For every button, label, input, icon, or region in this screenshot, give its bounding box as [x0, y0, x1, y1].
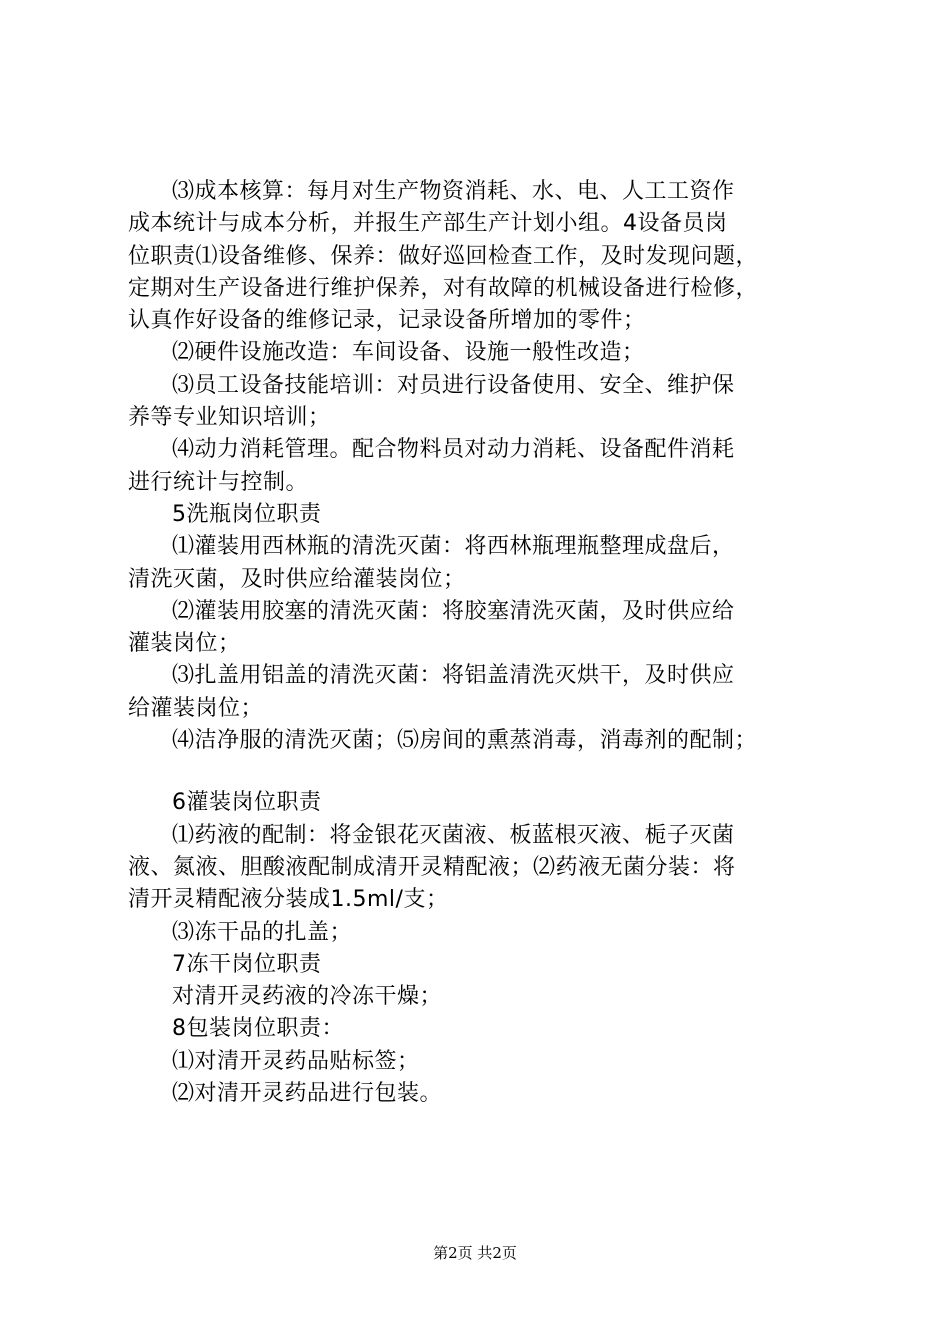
- paragraph-cap-washing: [128, 660, 840, 725]
- text-line: ⑶扎盖用铝盖的清洗灭菌：将铝盖清洗灭烘干，及时供应: [172, 663, 735, 689]
- text-line: ⑶成本核算：每月对生产物资消耗、水、电、人工工资作: [172, 179, 735, 204]
- text-line: 进行统计与控制。: [128, 469, 309, 495]
- paragraph-stopper-washing: [128, 596, 840, 661]
- text-line: ⑶员工设备技能培训：对员进行设备使用、安全、维护保: [172, 372, 735, 398]
- heading-filling: [128, 787, 840, 819]
- text-line: 对清开灵药液的冷冻干燥；: [172, 984, 443, 1010]
- text-line: 6灌装岗位职责: [172, 790, 322, 816]
- text-line: ⑶冻干品的扎盖；: [172, 919, 353, 945]
- text-line: 8包装岗位职责：: [172, 1016, 344, 1042]
- paragraph-vial-washing: [128, 531, 840, 596]
- text-line: 液、氮液、胆酸液配制成清开灵精配液；⑵药液无菌分装：将: [128, 854, 736, 880]
- paragraph-skills-training: [128, 370, 840, 435]
- text-line: 给灌装岗位；: [128, 695, 264, 721]
- heading-freeze-drying: [128, 949, 840, 981]
- text-line: 定期对生产设备进行维护保养，对有故障的机械设备进行检修，: [128, 275, 759, 301]
- text-line: ⑵对清开灵药品进行包装。: [172, 1081, 443, 1107]
- text-line: ⑴药液的配制：将金银花灭菌液、板蓝根灭液、栀子灭菌: [172, 822, 735, 848]
- text-line: ⑷动力消耗管理。配合物料员对动力消耗、设备配件消耗: [172, 437, 735, 463]
- text-line: 清洗灭菌，及时供应给灌装岗位；: [128, 566, 466, 592]
- heading-packaging: [128, 1013, 840, 1045]
- text-line: 认真作好设备的维修记录，记录设备所增加的零件；: [128, 308, 646, 334]
- text-line: 5洗瓶岗位职责: [172, 501, 322, 527]
- text-line: 清开灵精配液分装成1.5ml/支；: [128, 887, 449, 913]
- heading-bottle-washing: [128, 499, 840, 531]
- paragraph-hardware-upgrade: [128, 337, 840, 369]
- document-body: [128, 176, 840, 1110]
- text-line: 7冻干岗位职责: [172, 951, 322, 977]
- paragraph-capping: [128, 917, 840, 949]
- paragraph-liquid-preparation: [128, 820, 840, 917]
- text-line: 成本统计与成本分析，并报生产部生产计划小组。4设备员岗: [128, 211, 728, 237]
- text-line: 养等专业知识培训；: [128, 405, 331, 431]
- text-line: ⑷洁净服的清洗灭菌；⑸房间的熏蒸消毒，消毒剂的配制；: [172, 728, 758, 754]
- text-line: ⑴对清开灵药品贴标签；: [172, 1048, 420, 1074]
- text-line: ⑵灌装用胶塞的清洗灭菌：将胶塞清洗灭菌，及时供应给: [172, 598, 735, 624]
- paragraph-cleanroom-garments: [128, 725, 840, 757]
- text-line: 灌装岗位；: [128, 631, 241, 657]
- text-line: 位职责⑴设备维修、保养：做好巡回检查工作，及时发现问题，: [128, 243, 759, 269]
- paragraph-freeze-drying: [128, 981, 840, 1013]
- paragraph-packing: [128, 1078, 840, 1110]
- paragraph-power-consumption: [128, 434, 840, 499]
- paragraph-cost-accounting: [128, 176, 840, 337]
- paragraph-spacer: [128, 757, 840, 787]
- paragraph-labeling: [128, 1046, 840, 1078]
- text-line: ⑴灌装用西林瓶的清洗灭菌：将西林瓶理瓶整理成盘后，: [172, 534, 735, 560]
- page-number-footer: 第2页 共2页: [433, 1244, 517, 1262]
- text-line: ⑵硬件设施改造：车间设备、设施一般性改造；: [172, 340, 645, 366]
